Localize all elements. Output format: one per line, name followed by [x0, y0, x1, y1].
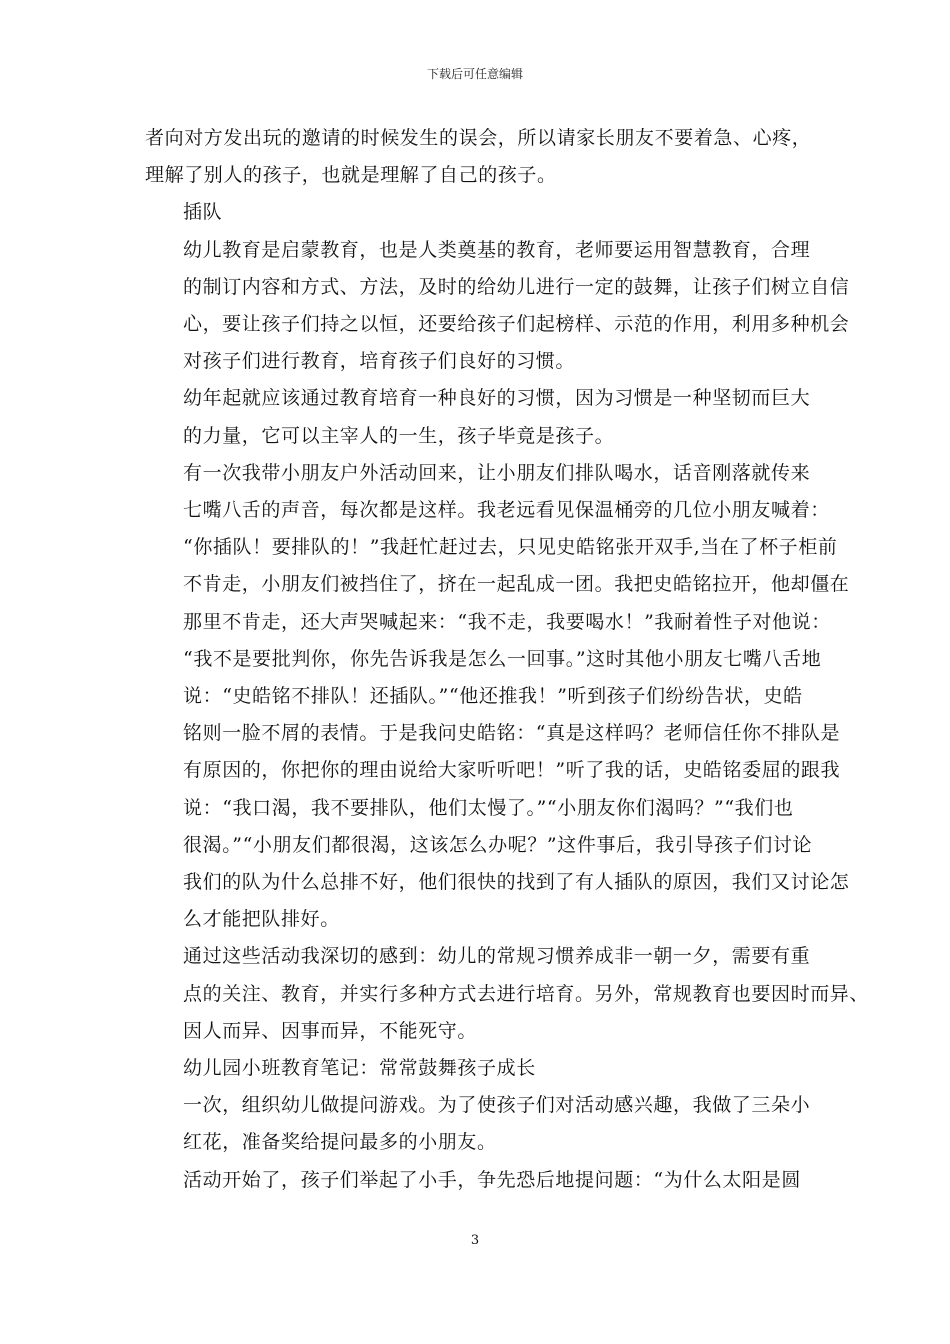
text-line: 通过这些活动我深切的感到：幼儿的常规习惯养成非一朝一夕，需要有重 — [183, 945, 811, 968]
paragraph — [145, 455, 850, 939]
section-heading-cutting-in-line — [145, 194, 813, 231]
text-line: 插队 — [183, 201, 223, 224]
document-body — [145, 120, 870, 1199]
page-header: 下载后可任意编辑 — [426, 67, 523, 81]
text-line: “你插队！要排队的！”我赶忙赶过去，只见史皓铭张开双手,当在了杯子柜前 — [183, 536, 838, 559]
text-line: 理解了别人的孩子，也就是理解了自己的孩子。 — [145, 164, 557, 187]
text-line: 对孩子们进行教育，培育孩子们良好的习惯。 — [183, 350, 576, 373]
text-line: 点的关注、教育，并实行多种方式去进行培育。另外，常规教育也要因时而异、 — [183, 982, 870, 1005]
text-line: 一次，组织幼儿做提问游戏。为了使孩子们对活动感兴趣，我做了三朵小 — [183, 1094, 811, 1117]
text-line: 铭则一脸不屑的表情。于是我问史皓铭：“真是这样吗？老师信任你不排队是 — [183, 722, 841, 745]
paragraph — [145, 380, 813, 454]
paragraph — [145, 232, 850, 381]
text-line: 那里不肯走，还大声哭喊起来：“我不走，我要喝水！”我耐着性子对他说： — [183, 610, 831, 633]
text-line: 七嘴八舌的声音，每次都是这样。我老远看见保温桶旁的几位小朋友喊着： — [183, 499, 830, 522]
text-line: 说：“史皓铭不排队！还插队。”“他还推我！”听到孩子们纷纷告状，史皓 — [183, 685, 803, 708]
text-line: 幼儿园小班教育笔记：常常鼓舞孩子成长 — [183, 1057, 536, 1080]
text-line: 活动开始了，孩子们举起了小手，争先恐后地提问题：“为什么太阳是圆 — [183, 1168, 801, 1191]
paragraph — [145, 1087, 813, 1161]
text-line: 因人而异、因事而异，不能死守。 — [183, 1019, 478, 1042]
text-line: 的力量，它可以主宰人的一生，孩子毕竟是孩子。 — [183, 424, 615, 447]
text-line: 有原因的，你把你的理由说给大家听听吧！”听了我的话，史皓铭委屈的跟我 — [183, 759, 841, 782]
text-line: 很渴。”“小朋友们都很渴，这该怎么办呢？”这件事后，我引导孩子们讨论 — [183, 833, 813, 856]
section-heading-encouragement — [145, 1050, 813, 1087]
text-line: 有一次我带小朋友户外活动回来，让小朋友们排队喝水，话音刚落就传来 — [183, 461, 811, 484]
text-line: 么才能把队排好。 — [183, 908, 340, 931]
text-line: 不肯走，小朋友们被挡住了，挤在一起乱成一团。我把史皓铭拉开，他却僵在 — [183, 573, 850, 596]
paragraph-continuation — [145, 120, 813, 194]
text-line: 说：“我口渴，我不要排队，他们太慢了。”“小朋友你们渴吗？”“我们也 — [183, 796, 794, 819]
text-line: “我不是要批判你，你先告诉我是怎么一回事。”这时其他小朋友七嘴八舌地 — [183, 647, 822, 670]
paragraph — [145, 938, 870, 1050]
text-line: 红花，准备奖给提问最多的小朋友。 — [183, 1131, 497, 1154]
text-line: 幼年起就应该通过教育培育一种良好的习惯，因为习惯是一种坚韧而巨大 — [183, 387, 811, 410]
text-line: 我们的队为什么总排不好，他们很快的找到了有人插队的原因，我们又讨论怎 — [183, 871, 850, 894]
text-line: 的制订内容和方式、方法，及时的给幼儿进行一定的鼓舞，让孩子们树立自信 — [183, 275, 850, 298]
text-line: 幼儿教育是启蒙教育，也是人类奠基的教育，老师要运用智慧教育，合理 — [183, 238, 811, 261]
page-number: 3 — [470, 1233, 480, 1248]
text-line: 者向对方发出玩的邀请的时候发生的误会，所以请家长朋友不要着急、心疼， — [145, 127, 812, 149]
paragraph — [145, 1162, 813, 1199]
text-line: 心，要让孩子们持之以恒，还要给孩子们起榜样、示范的作用，利用多种机会 — [183, 313, 850, 336]
